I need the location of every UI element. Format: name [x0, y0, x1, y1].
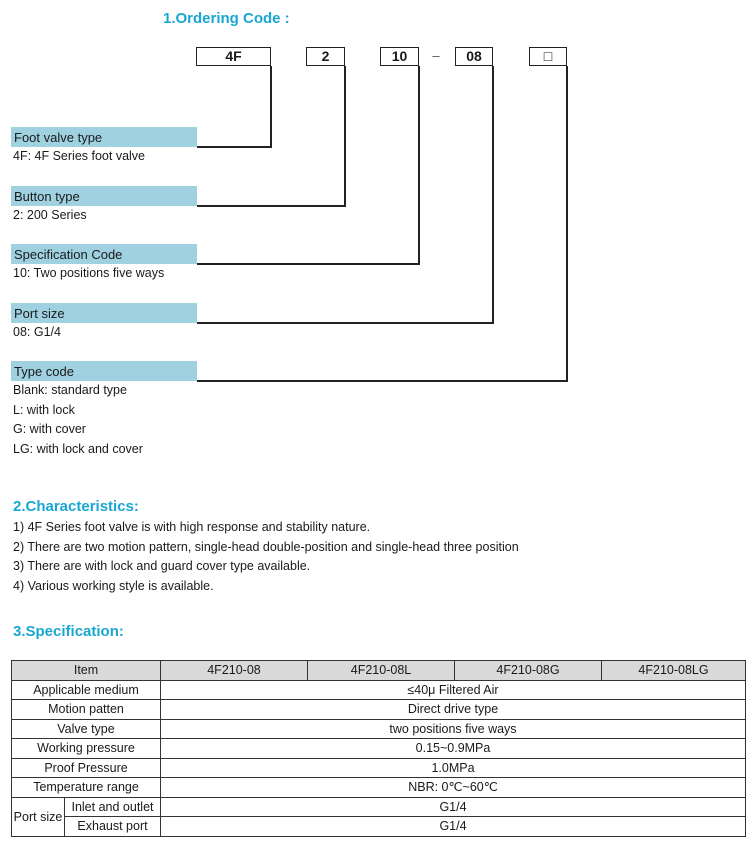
desc-port-size: 08: G1/4	[13, 325, 61, 339]
connector-line	[197, 205, 346, 207]
row-value: G1/4	[161, 817, 746, 837]
table-row	[12, 817, 746, 837]
characteristic-item: 1) 4F Series foot valve is with high response and stability nature.	[13, 520, 371, 534]
desc-foot-valve-type: 4F: 4F Series foot valve	[13, 149, 146, 163]
specification-heading: 3.Specification:	[13, 623, 124, 640]
table-row	[12, 719, 746, 739]
row-label: Applicable medium	[12, 680, 161, 700]
type-code-line: L: with lock	[13, 402, 75, 417]
label-port-size: Port size	[11, 303, 197, 323]
header-cell: Item	[12, 661, 161, 681]
characteristic-item: 2) There are two motion pattern, single-head double-position and single-head three position	[13, 540, 519, 554]
table-row	[12, 700, 746, 720]
desc-button-type: 2: 200 Series	[13, 208, 87, 222]
row-label: Working pressure	[12, 739, 161, 759]
header-cell: 4F210-08LG	[602, 661, 746, 681]
row-label: Exhaust port	[65, 817, 161, 837]
characteristic-item: 3) There are with lock and guard cover type available.	[13, 559, 311, 573]
table-row	[12, 778, 746, 798]
row-value: two positions five ways	[161, 719, 746, 739]
table-row	[12, 680, 746, 700]
label-type-code: Type code	[11, 361, 197, 381]
connector-line	[418, 66, 420, 264]
header-cell: 4F210-08	[161, 661, 308, 681]
connector-line	[197, 380, 568, 382]
type-code-line: Blank: standard type	[13, 383, 127, 397]
row-value: Direct drive type	[161, 700, 746, 720]
connector-line	[197, 263, 420, 265]
characteristic-item: 4) Various working style is available.	[13, 579, 214, 593]
connector-line	[270, 66, 272, 147]
code-box-spec: 10	[380, 47, 419, 66]
port-size-label: Port size	[12, 797, 65, 836]
row-value: G1/4	[161, 797, 746, 817]
row-value: 0.15~0.9MPa	[161, 739, 746, 759]
table-row	[12, 758, 746, 778]
connector-line	[197, 322, 494, 324]
row-label: Inlet and outlet	[65, 797, 161, 817]
row-value: NBR: 0℃~60℃	[161, 778, 746, 798]
code-box-port: 08	[455, 47, 493, 66]
desc-specification-code: 10: Two positions five ways	[13, 266, 165, 280]
table-row	[12, 797, 746, 817]
table-header-row	[12, 661, 746, 681]
connector-line	[566, 66, 568, 381]
row-label: Motion patten	[12, 700, 161, 720]
label-foot-valve-type: Foot valve type	[11, 127, 197, 147]
label-specification-code: Specification Code	[11, 244, 197, 264]
header-cell: 4F210-08L	[308, 661, 455, 681]
specification-table	[11, 660, 746, 837]
characteristics-heading: 2.Characteristics:	[13, 498, 139, 515]
code-box-type: □	[529, 47, 567, 66]
desc-type-code	[13, 381, 143, 459]
type-code-line: G: with cover	[13, 422, 86, 436]
type-code-line: LG: with lock and cover	[13, 441, 143, 456]
header-cell: 4F210-08G	[455, 661, 602, 681]
ordering-code-heading: 1.Ordering Code :	[163, 10, 290, 27]
row-value: ≤40μ Filtered Air	[161, 680, 746, 700]
connector-line	[344, 66, 346, 206]
table-row	[12, 739, 746, 759]
row-label: Proof Pressure	[12, 758, 161, 778]
code-dash: –	[432, 48, 440, 63]
row-label: Valve type	[12, 719, 161, 739]
label-button-type: Button type	[11, 186, 197, 206]
connector-line	[492, 66, 494, 323]
code-box-series: 4F	[196, 47, 271, 66]
code-box-button: 2	[306, 47, 345, 66]
connector-line	[197, 146, 272, 148]
row-label: Temperature range	[12, 778, 161, 798]
row-value: 1.0MPa	[161, 758, 746, 778]
